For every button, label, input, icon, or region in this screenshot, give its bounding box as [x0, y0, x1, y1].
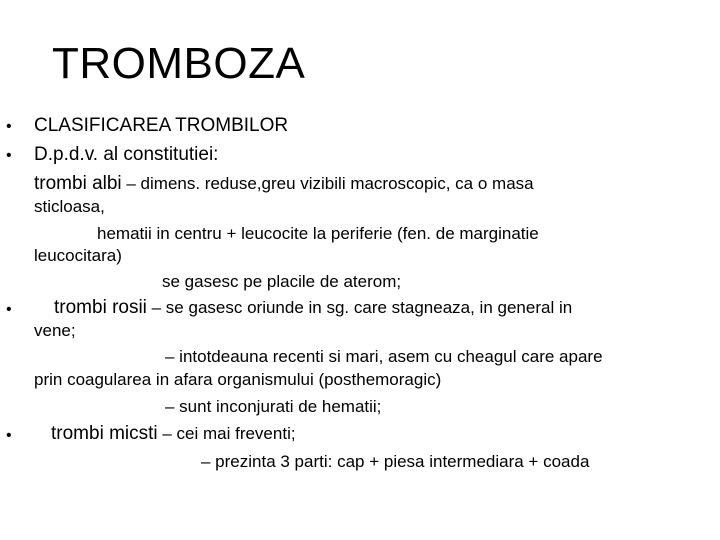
bullet-clasificare: CLASIFICAREA TROMBILOR — [34, 115, 289, 136]
rosii-line-4: prin coagularea in afara organismului (posthemoragic) — [34, 370, 442, 389]
bullet-dot: • — [6, 147, 12, 164]
albi-line-2: sticloasa, — [34, 197, 105, 216]
albi-desc: – dimens. reduse,greu vizibili macroscopic, ca o masa — [121, 174, 534, 193]
bullet-dot: • — [6, 118, 12, 135]
albi-line-5: se gasesc pe placile de aterom; — [162, 272, 402, 291]
albi-line-1 — [34, 173, 534, 196]
rosii-line-2: vene; — [34, 321, 76, 340]
rosii-line-5: – sunt inconjurati de hematii; — [165, 397, 382, 416]
rosii-line-1 — [54, 297, 572, 320]
micsti-line-2: – prezinta 3 parti: cap + piesa intermediara + coada — [201, 452, 590, 471]
bullet-dot: • — [6, 301, 12, 318]
micsti-line-1 — [51, 423, 296, 446]
slide-title: TROMBOZA — [52, 39, 306, 88]
rosii-term: trombi rosii — [54, 297, 147, 318]
rosii-line-3: – intotdeauna recenti si mari, asem cu cheagul care apare — [165, 347, 603, 366]
bullet-dot: • — [6, 427, 12, 444]
albi-line-4: leucocitara) — [34, 246, 122, 265]
micsti-desc: – cei mai freventi; — [157, 424, 296, 443]
albi-term: trombi albi — [34, 173, 122, 194]
albi-line-3: hematii in centru + leucocite la periferie (fen. de marginatie — [97, 224, 539, 243]
rosii-desc: – se gasesc oriunde in sg. care stagneaza, in general in — [146, 298, 573, 317]
micsti-term: trombi micsti — [51, 423, 158, 444]
bullet-dpdv: D.p.d.v. al constitutiei: — [34, 144, 219, 165]
